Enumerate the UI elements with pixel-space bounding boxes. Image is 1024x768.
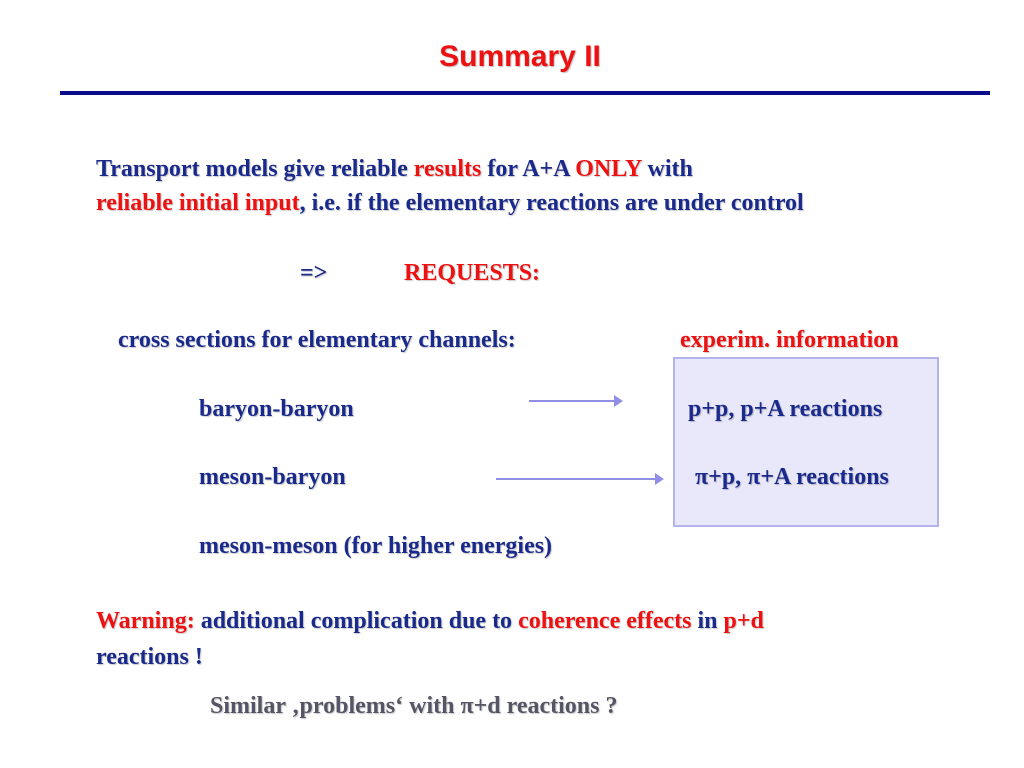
experim-information-header: experim. information bbox=[680, 327, 899, 353]
slide-title: Summary II bbox=[439, 40, 601, 73]
intro-text: Transport models give reliable bbox=[96, 156, 414, 182]
warning-label: Warning: bbox=[96, 608, 195, 634]
intro-line-2 bbox=[96, 186, 804, 220]
title-underline bbox=[60, 91, 990, 95]
implies-arrow-text: => bbox=[300, 260, 328, 286]
warning-highlight-coherence: coherence effects bbox=[518, 608, 692, 634]
channel-meson-baryon: meson-baryon bbox=[199, 464, 346, 490]
intro-text: with bbox=[641, 156, 693, 182]
experim-info-box bbox=[673, 357, 939, 527]
warning-text: in bbox=[691, 608, 724, 634]
channel-baryon-baryon: baryon-baryon bbox=[199, 396, 354, 422]
intro-line-1 bbox=[96, 152, 693, 186]
warning-line-1 bbox=[96, 604, 764, 638]
right-arrow-icon bbox=[496, 478, 662, 480]
info-pp-reactions: p+p, p+A reactions bbox=[688, 396, 883, 422]
intro-text: for A+A bbox=[481, 156, 576, 182]
cross-sections-heading: cross sections for elementary channels: bbox=[118, 327, 516, 353]
intro-highlight-results: results bbox=[413, 156, 482, 182]
channel-meson-meson: meson-meson (for higher energies) bbox=[199, 533, 553, 559]
intro-text: , i.e. if the elementary reactions are under control bbox=[299, 190, 804, 216]
intro-highlight-only: ONLY bbox=[575, 156, 642, 182]
right-arrow-icon bbox=[529, 400, 621, 402]
warning-text: additional complication due to bbox=[194, 608, 519, 634]
similar-problems-note: Similar ‚problems‘ with π+d reactions ? bbox=[210, 693, 618, 719]
info-pip-reactions: π+p, π+A reactions bbox=[695, 464, 889, 490]
warning-highlight-pd: p+d bbox=[723, 608, 764, 634]
requests-label: REQUESTS: bbox=[404, 260, 541, 286]
intro-highlight-input: reliable initial input bbox=[96, 190, 300, 216]
warning-line-2: reactions ! bbox=[96, 644, 203, 670]
